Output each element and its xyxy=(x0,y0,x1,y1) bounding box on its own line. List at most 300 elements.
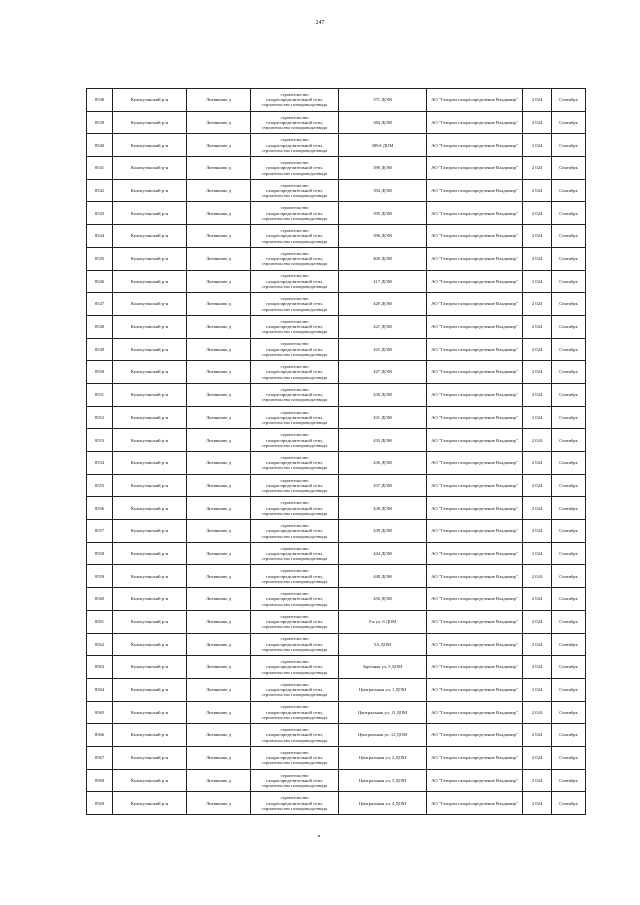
village-cell: Литвиново д xyxy=(187,588,251,611)
table-row xyxy=(87,679,586,702)
row-number: 8565 xyxy=(87,702,113,725)
year-cell: 2 024 xyxy=(523,407,552,430)
organization-cell: АО "Газпром газораспределение Владимир" xyxy=(427,361,523,384)
work-description-line: газораспределительной сети, xyxy=(266,596,323,602)
work-description-line: газораспределительной сети, xyxy=(266,550,323,556)
work-description-cell xyxy=(251,202,339,225)
work-description-cell xyxy=(251,384,339,407)
work-description-line: газораспределительной сети, xyxy=(266,256,323,262)
district-cell: Кольчугинский р-н xyxy=(113,339,187,362)
work-description-line: строительство газопровода-ввода xyxy=(261,488,328,494)
district-cell: Кольчугинский р-н xyxy=(113,202,187,225)
organization-cell: АО "Газпром газораспределение Владимир" xyxy=(427,429,523,452)
organization-cell: АО "Газпром газораспределение Владимир" xyxy=(427,248,523,271)
month-cell: Сентябрь xyxy=(552,248,586,271)
table-row xyxy=(87,747,586,770)
work-description-line: строительство газопровода-ввода xyxy=(261,238,328,244)
district-cell: Кольчугинский р-н xyxy=(113,316,187,339)
work-description-line: строительство xyxy=(280,795,309,801)
year-cell: 2 024 xyxy=(523,520,552,543)
work-description-line: газораспределительной сети, xyxy=(266,392,323,398)
work-description-line: строительство xyxy=(280,727,309,733)
work-description-line: строительство газопровода-ввода xyxy=(261,533,328,539)
district-cell: Кольчугинский р-н xyxy=(113,679,187,702)
district-cell: Кольчугинский р-н xyxy=(113,497,187,520)
work-description-line: строительство газопровода-ввода xyxy=(261,510,328,516)
year-cell: 2 024 xyxy=(523,134,552,157)
work-description-line: строительство газопровода-ввода xyxy=(261,646,328,652)
year-cell: 2 024 xyxy=(523,157,552,180)
work-description-cell xyxy=(251,157,339,180)
village-cell: Литвиново д xyxy=(187,429,251,452)
work-description-line: газораспределительной сети, xyxy=(266,346,323,352)
table-row xyxy=(87,225,586,248)
month-cell: Сентябрь xyxy=(552,316,586,339)
address-cell: 438 ДОМ xyxy=(339,497,427,520)
year-cell: 2 024 xyxy=(523,588,552,611)
work-description-cell xyxy=(251,452,339,475)
page-number: 247 xyxy=(315,20,325,26)
organization-cell: АО "Газпром газораспределение Владимир" xyxy=(427,339,523,362)
work-description-cell xyxy=(251,112,339,135)
district-cell: Кольчугинский р-н xyxy=(113,157,187,180)
row-number: 8551 xyxy=(87,384,113,407)
row-number: 8567 xyxy=(87,747,113,770)
organization-cell: АО "Газпром газораспределение Владимир" xyxy=(427,180,523,203)
work-description-line: строительство газопровода-ввода xyxy=(261,374,328,380)
work-description-line: строительство газопровода-ввода xyxy=(261,261,328,267)
year-cell: 2 024 xyxy=(523,792,552,815)
district-cell: Кольчугинский р-н xyxy=(113,588,187,611)
month-cell: Сентябрь xyxy=(552,429,586,452)
work-description-line: строительство газопровода-ввода xyxy=(261,715,328,721)
work-description-line: газораспределительной сети, xyxy=(266,755,323,761)
row-number: 8566 xyxy=(87,724,113,747)
work-description-line: строительство xyxy=(280,159,309,165)
village-cell: Литвиново д xyxy=(187,271,251,294)
table-row xyxy=(87,634,586,657)
table-row xyxy=(87,361,586,384)
address-cell: Центральная ул, 12 ДОМ xyxy=(339,724,427,747)
district-cell: Кольчугинский р-н xyxy=(113,611,187,634)
district-cell: Кольчугинский р-н xyxy=(113,565,187,588)
address-cell: 5А ДОМ xyxy=(339,634,427,657)
organization-cell: АО "Газпром газораспределение Владимир" xyxy=(427,497,523,520)
year-cell: 2 024 xyxy=(523,293,552,316)
address-cell: 395 ДОМ xyxy=(339,202,427,225)
village-cell: Литвиново д xyxy=(187,724,251,747)
district-cell: Кольчугинский р-н xyxy=(113,543,187,566)
work-description-line: строительство газопровода-ввода xyxy=(261,442,328,448)
village-cell: Литвиново д xyxy=(187,339,251,362)
organization-cell: АО "Газпром газораспределение Владимир" xyxy=(427,202,523,225)
address-cell: 5-я ул, 6 ДОМ xyxy=(339,611,427,634)
organization-cell: АО "Газпром газораспределение Владимир" xyxy=(427,407,523,430)
address-cell: 400 ДОМ xyxy=(339,248,427,271)
village-cell: Литвиново д xyxy=(187,384,251,407)
month-cell: Сентябрь xyxy=(552,724,586,747)
village-cell: Литвиново д xyxy=(187,361,251,384)
year-cell: 2 024 xyxy=(523,702,552,725)
village-cell: Литвиново д xyxy=(187,792,251,815)
work-description-cell xyxy=(251,565,339,588)
work-description-cell xyxy=(251,429,339,452)
organization-cell: АО "Газпром газораспределение Владимир" xyxy=(427,724,523,747)
table-row xyxy=(87,134,586,157)
organization-cell: АО "Газпром газораспределение Владимир" xyxy=(427,134,523,157)
work-description-line: строительство xyxy=(280,477,309,483)
work-description-line: строительство газопровода-ввода xyxy=(261,170,328,176)
organization-cell: АО "Газпром газораспределение Владимир" xyxy=(427,316,523,339)
work-description-line: строительство xyxy=(280,749,309,755)
table-row xyxy=(87,724,586,747)
village-cell: Литвиново д xyxy=(187,407,251,430)
work-description-line: газораспределительной сети, xyxy=(266,460,323,466)
address-cell: 456 ДОМ xyxy=(339,588,427,611)
year-cell: 2 024 xyxy=(523,747,552,770)
work-description-cell xyxy=(251,770,339,793)
row-number: 8554 xyxy=(87,452,113,475)
month-cell: Сентябрь xyxy=(552,361,586,384)
organization-cell: АО "Газпром газораспределение Владимир" xyxy=(427,747,523,770)
year-cell: 2 024 xyxy=(523,361,552,384)
district-cell: Кольчугинский р-н xyxy=(113,520,187,543)
table-row xyxy=(87,316,586,339)
work-description-line: строительство газопровода-ввода xyxy=(261,397,328,403)
organization-cell: АО "Газпром газораспределение Владимир" xyxy=(427,792,523,815)
table-row xyxy=(87,792,586,815)
district-cell: Кольчугинский р-н xyxy=(113,361,187,384)
organization-cell: АО "Газпром газораспределение Владимир" xyxy=(427,225,523,248)
work-description-line: строительство газопровода-ввода xyxy=(261,669,328,675)
address-cell: 389А ДОМ xyxy=(339,134,427,157)
organization-cell: АО "Газпром газораспределение Владимир" xyxy=(427,702,523,725)
row-number: 8556 xyxy=(87,497,113,520)
row-number: 8559 xyxy=(87,565,113,588)
month-cell: Сентябрь xyxy=(552,497,586,520)
table-row xyxy=(87,588,586,611)
district-cell: Кольчугинский р-н xyxy=(113,475,187,498)
work-description-line: газораспределительной сети, xyxy=(266,210,323,216)
month-cell: Сентябрь xyxy=(552,157,586,180)
work-description-line: строительство xyxy=(280,522,309,528)
work-description-cell xyxy=(251,588,339,611)
table-row xyxy=(87,497,586,520)
work-description-line: строительство газопровода-ввода xyxy=(261,692,328,698)
table-row xyxy=(87,407,586,430)
work-description-line: строительство газопровода-ввода xyxy=(261,193,328,199)
table-row xyxy=(87,180,586,203)
row-number: 8548 xyxy=(87,316,113,339)
year-cell: 2 024 xyxy=(523,225,552,248)
village-cell: Литвиново д xyxy=(187,475,251,498)
table-row xyxy=(87,271,586,294)
work-description-line: строительство xyxy=(280,228,309,234)
work-description-cell xyxy=(251,656,339,679)
district-cell: Кольчугинский р-н xyxy=(113,384,187,407)
work-description-line: строительство xyxy=(280,296,309,302)
organization-cell: АО "Газпром газораспределение Владимир" xyxy=(427,475,523,498)
work-description-line: газораспределительной сети, xyxy=(266,687,323,693)
work-description-line: газораспределительной сети, xyxy=(266,119,323,125)
address-cell: 371 ДОМ xyxy=(339,89,427,112)
village-cell: Литвиново д xyxy=(187,112,251,135)
address-cell: 390 ДОМ xyxy=(339,157,427,180)
row-number: 8541 xyxy=(87,157,113,180)
work-description-cell xyxy=(251,180,339,203)
year-cell: 2 024 xyxy=(523,565,552,588)
row-number: 8540 xyxy=(87,134,113,157)
row-number: 8569 xyxy=(87,792,113,815)
village-cell: Литвиново д xyxy=(187,679,251,702)
district-cell: Кольчугинский р-н xyxy=(113,134,187,157)
village-cell: Литвиново д xyxy=(187,180,251,203)
table-row xyxy=(87,248,586,271)
district-cell: Кольчугинский р-н xyxy=(113,452,187,475)
district-cell: Кольчугинский р-н xyxy=(113,271,187,294)
year-cell: 2 024 xyxy=(523,339,552,362)
row-number: 8561 xyxy=(87,611,113,634)
address-cell: 394 ДОМ xyxy=(339,180,427,203)
gas-connection-table xyxy=(86,88,586,815)
district-cell: Кольчугинский р-н xyxy=(113,656,187,679)
address-cell: 427 ДОМ xyxy=(339,361,427,384)
month-cell: Сентябрь xyxy=(552,293,586,316)
work-description-cell xyxy=(251,293,339,316)
address-cell: Центральная ул, 2 ДОМ xyxy=(339,747,427,770)
village-cell: Литвиново д xyxy=(187,702,251,725)
row-number: 8555 xyxy=(87,475,113,498)
work-description-line: газораспределительной сети, xyxy=(266,528,323,534)
work-description-line: строительство xyxy=(280,250,309,256)
month-cell: Сентябрь xyxy=(552,634,586,657)
village-cell: Литвиново д xyxy=(187,747,251,770)
organization-cell: АО "Газпром газораспределение Владимир" xyxy=(427,656,523,679)
village-cell: Литвиново д xyxy=(187,611,251,634)
row-number: 8558 xyxy=(87,543,113,566)
work-description-line: строительство xyxy=(280,409,309,415)
month-cell: Сентябрь xyxy=(552,792,586,815)
work-description-cell xyxy=(251,634,339,657)
row-number: 8547 xyxy=(87,293,113,316)
address-cell: 439 ДОМ xyxy=(339,520,427,543)
month-cell: Сентябрь xyxy=(552,702,586,725)
work-description-line: строительство xyxy=(280,341,309,347)
district-cell: Кольчугинский р-н xyxy=(113,724,187,747)
work-description-line: строительство xyxy=(280,205,309,211)
work-description-line: строительство газопровода-ввода xyxy=(261,601,328,607)
work-description-line: строительство xyxy=(280,182,309,188)
month-cell: Сентябрь xyxy=(552,475,586,498)
district-cell: Кольчугинский р-н xyxy=(113,747,187,770)
month-cell: Сентябрь xyxy=(552,112,586,135)
work-description-line: газораспределительной сети, xyxy=(266,482,323,488)
district-cell: Кольчугинский р-н xyxy=(113,293,187,316)
village-cell: Литвиново д xyxy=(187,89,251,112)
address-cell: Заречная ул, 5 ДОМ xyxy=(339,656,427,679)
work-description-line: строительство газопровода-ввода xyxy=(261,125,328,131)
work-description-line: строительство газопровода-ввода xyxy=(261,420,328,426)
district-cell: Кольчугинский р-н xyxy=(113,407,187,430)
work-description-line: строительство xyxy=(280,613,309,619)
village-cell: Литвиново д xyxy=(187,565,251,588)
year-cell: 2 024 xyxy=(523,497,552,520)
table-row xyxy=(87,89,586,112)
village-cell: Литвиново д xyxy=(187,157,251,180)
work-description-line: газораспределительной сети, xyxy=(266,142,323,148)
address-cell: 425 ДОМ xyxy=(339,339,427,362)
work-description-line: строительство xyxy=(280,568,309,574)
year-cell: 2 024 xyxy=(523,248,552,271)
year-cell: 2 024 xyxy=(523,634,552,657)
work-description-line: газораспределительной сети, xyxy=(266,187,323,193)
organization-cell: АО "Газпром газораспределение Владимир" xyxy=(427,611,523,634)
month-cell: Сентябрь xyxy=(552,588,586,611)
work-description-line: строительство xyxy=(280,591,309,597)
address-cell: 436 ДОМ xyxy=(339,452,427,475)
work-description-cell xyxy=(251,724,339,747)
row-number: 8557 xyxy=(87,520,113,543)
month-cell: Сентябрь xyxy=(552,747,586,770)
work-description-line: строительство газопровода-ввода xyxy=(261,783,328,789)
row-number: 8544 xyxy=(87,225,113,248)
year-cell: 2 024 xyxy=(523,180,552,203)
work-description-cell xyxy=(251,316,339,339)
month-cell: Сентябрь xyxy=(552,134,586,157)
district-cell: Кольчугинский р-н xyxy=(113,89,187,112)
district-cell: Кольчугинский р-н xyxy=(113,180,187,203)
work-description-line: газораспределительной сети, xyxy=(266,369,323,375)
work-description-line: газораспределительной сети, xyxy=(266,97,323,103)
row-number: 8563 xyxy=(87,656,113,679)
work-description-cell xyxy=(251,134,339,157)
work-description-line: строительство газопровода-ввода xyxy=(261,352,328,358)
work-description-line: газораспределительной сети, xyxy=(266,278,323,284)
month-cell: Сентябрь xyxy=(552,520,586,543)
organization-cell: АО "Газпром газораспределение Владимир" xyxy=(427,384,523,407)
village-cell: Литвиново д xyxy=(187,293,251,316)
work-description-line: строительство газопровода-ввода xyxy=(261,465,328,471)
work-description-line: строительство xyxy=(280,545,309,551)
work-description-line: строительство xyxy=(280,636,309,642)
table-row xyxy=(87,202,586,225)
work-description-line: газораспределительной сети, xyxy=(266,732,323,738)
work-description-line: строительство xyxy=(280,772,309,778)
table-row xyxy=(87,702,586,725)
row-number: 8562 xyxy=(87,634,113,657)
work-description-cell xyxy=(251,520,339,543)
table-row xyxy=(87,475,586,498)
village-cell: Литвиново д xyxy=(187,225,251,248)
month-cell: Сентябрь xyxy=(552,202,586,225)
work-description-line: строительство xyxy=(280,704,309,710)
district-cell: Кольчугинский р-н xyxy=(113,770,187,793)
work-description-cell xyxy=(251,475,339,498)
district-cell: Кольчугинский р-н xyxy=(113,225,187,248)
work-description-cell xyxy=(251,339,339,362)
month-cell: Сентябрь xyxy=(552,384,586,407)
work-description-cell xyxy=(251,747,339,770)
table-row xyxy=(87,293,586,316)
work-description-line: газораспределительной сети, xyxy=(266,641,323,647)
work-description-line: строительство xyxy=(280,137,309,143)
district-cell: Кольчугинский р-н xyxy=(113,634,187,657)
address-cell: 448 ДОМ xyxy=(339,565,427,588)
district-cell: Кольчугинский р-н xyxy=(113,702,187,725)
work-description-line: строительство xyxy=(280,432,309,438)
work-description-cell xyxy=(251,225,339,248)
work-description-line: газораспределительной сети, xyxy=(266,800,323,806)
row-number: 8542 xyxy=(87,180,113,203)
work-description-line: строительство xyxy=(280,386,309,392)
address-cell: 384 ДОМ xyxy=(339,112,427,135)
work-description-line: строительство xyxy=(280,500,309,506)
month-cell: Сентябрь xyxy=(552,679,586,702)
table-row xyxy=(87,543,586,566)
village-cell: Литвиново д xyxy=(187,656,251,679)
row-number: 8550 xyxy=(87,361,113,384)
work-description-cell xyxy=(251,792,339,815)
organization-cell: АО "Газпром газораспределение Владимир" xyxy=(427,89,523,112)
work-description-line: строительство газопровода-ввода xyxy=(261,283,328,289)
address-cell: 430 ДОМ xyxy=(339,384,427,407)
work-description-cell xyxy=(251,497,339,520)
work-description-line: газораспределительной сети, xyxy=(266,301,323,307)
row-number: 8545 xyxy=(87,248,113,271)
district-cell: Кольчугинский р-н xyxy=(113,248,187,271)
row-number: 8564 xyxy=(87,679,113,702)
work-description-line: строительство xyxy=(280,659,309,665)
month-cell: Сентябрь xyxy=(552,180,586,203)
row-number: 8543 xyxy=(87,202,113,225)
year-cell: 2 024 xyxy=(523,271,552,294)
work-description-line: газораспределительной сети, xyxy=(266,437,323,443)
work-description-cell xyxy=(251,702,339,725)
work-description-line: строительство газопровода-ввода xyxy=(261,102,328,108)
work-description-line: газораспределительной сети, xyxy=(266,414,323,420)
work-description-cell xyxy=(251,679,339,702)
village-cell: Литвиново д xyxy=(187,543,251,566)
work-description-line: газораспределительной сети, xyxy=(266,165,323,171)
table-row xyxy=(87,611,586,634)
district-cell: Кольчугинский р-н xyxy=(113,112,187,135)
row-number: 8538 xyxy=(87,89,113,112)
work-description-line: строительство xyxy=(280,273,309,279)
year-cell: 2 024 xyxy=(523,543,552,566)
village-cell: Литвиново д xyxy=(187,634,251,657)
work-description-line: строительство газопровода-ввода xyxy=(261,147,328,153)
month-cell: Сентябрь xyxy=(552,611,586,634)
work-description-line: строительство газопровода-ввода xyxy=(261,556,328,562)
year-cell: 2 024 xyxy=(523,202,552,225)
table-row xyxy=(87,157,586,180)
work-description-line: строительство газопровода-ввода xyxy=(261,578,328,584)
table-row xyxy=(87,112,586,135)
work-description-cell xyxy=(251,543,339,566)
month-cell: Сентябрь xyxy=(552,225,586,248)
work-description-line: строительство газопровода-ввода xyxy=(261,805,328,811)
village-cell: Литвиново д xyxy=(187,248,251,271)
month-cell: Сентябрь xyxy=(552,565,586,588)
organization-cell: АО "Газпром газораспределение Владимир" xyxy=(427,634,523,657)
village-cell: Литвиново д xyxy=(187,770,251,793)
row-number: 8568 xyxy=(87,770,113,793)
village-cell: Литвиново д xyxy=(187,520,251,543)
village-cell: Литвиново д xyxy=(187,452,251,475)
row-number: 8549 xyxy=(87,339,113,362)
table-row xyxy=(87,770,586,793)
work-description-line: строительство xyxy=(280,681,309,687)
